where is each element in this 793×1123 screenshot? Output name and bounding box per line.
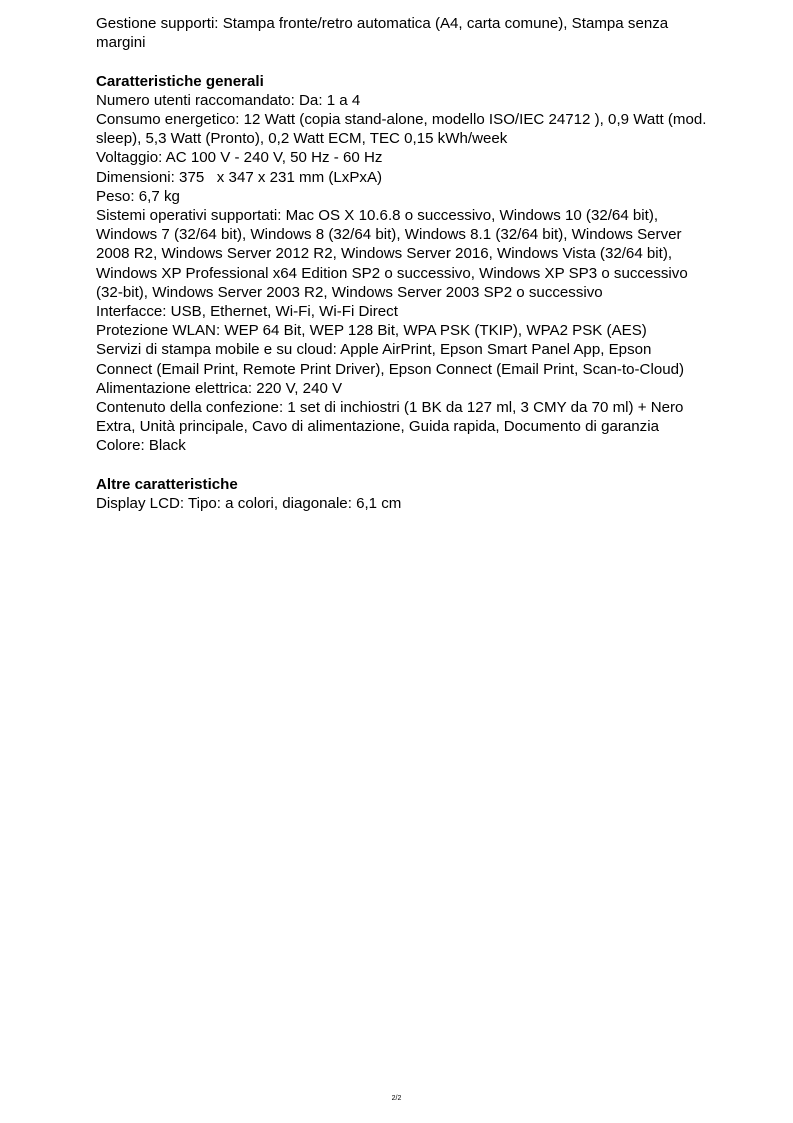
text-line: Servizi di stampa mobile e su cloud: Apple AirPrint, Epson Smart Panel App, Epson <box>96 341 652 359</box>
general-features-section <box>96 72 756 456</box>
media-handling-paragraph <box>96 14 756 52</box>
page-number: 2/2 <box>391 1095 402 1102</box>
section-heading: Altre caratteristiche <box>96 475 238 493</box>
text-line: Alimentazione elettrica: 220 V, 240 V <box>96 379 343 397</box>
section-heading: Caratteristiche generali <box>96 72 264 90</box>
paragraph-gap <box>96 52 756 71</box>
text-line: margini <box>96 34 146 52</box>
text-line: Sistemi operativi supportati: Mac OS X 10.6.8 o successivo, Windows 10 (32/64 bit), <box>96 207 659 225</box>
text-line: 2008 R2, Windows Server 2012 R2, Windows Server 2016, Windows Vista (32/64 bit), <box>96 245 673 263</box>
text-line: Colore: Black <box>96 437 186 455</box>
text-line: Voltaggio: AC 100 V - 240 V, 50 Hz - 60 Hz <box>96 149 383 167</box>
text-line: Dimensioni: 375 x 347 x 231 mm (LxPxA) <box>96 168 383 186</box>
text-line: Extra, Unità principale, Cavo di alimentazione, Guida rapida, Documento di garanzia <box>96 418 659 436</box>
text-line: sleep), 5,3 Watt (Pronto), 0,2 Watt ECM, TEC 0,15 kWh/week <box>96 130 508 148</box>
text-line: (32-bit), Windows Server 2003 R2, Windows Server 2003 SP2 o successivo <box>96 283 603 301</box>
other-features-section <box>96 475 756 513</box>
text-line: Protezione WLAN: WEP 64 Bit, WEP 128 Bit, WPA PSK (TKIP), WPA2 PSK (AES) <box>96 322 647 340</box>
paragraph-gap <box>96 456 756 475</box>
text-line: Consumo energetico: 12 Watt (copia stand-alone, modello ISO/IEC 24712 ), 0,9 Watt (mod. <box>96 111 707 128</box>
text-line: Peso: 6,7 kg <box>96 187 180 205</box>
text-line: Numero utenti raccomandato: Da: 1 a 4 <box>96 91 361 109</box>
document-body <box>96 14 756 513</box>
text-line: Connect (Email Print, Remote Print Driver), Epson Connect (Email Print, Scan-to-Cloud) <box>96 360 685 378</box>
text-line: Interfacce: USB, Ethernet, Wi-Fi, Wi-Fi Direct <box>96 303 398 321</box>
text-line: Gestione supporti: Stampa fronte/retro automatica (A4, carta comune), Stampa senza <box>96 15 669 32</box>
text-line: Windows 7 (32/64 bit), Windows 8 (32/64 bit), Windows 8.1 (32/64 bit), Windows Server <box>96 226 682 244</box>
text-line: Display LCD: Tipo: a colori, diagonale: 6,1 cm <box>96 495 402 513</box>
text-line: Windows XP Professional x64 Edition SP2 o successivo, Windows XP SP3 o successivo <box>96 264 688 282</box>
text-line: Contenuto della confezione: 1 set di inchiostri (1 BK da 127 ml, 3 CMY da 70 ml) + Nero <box>96 399 684 417</box>
